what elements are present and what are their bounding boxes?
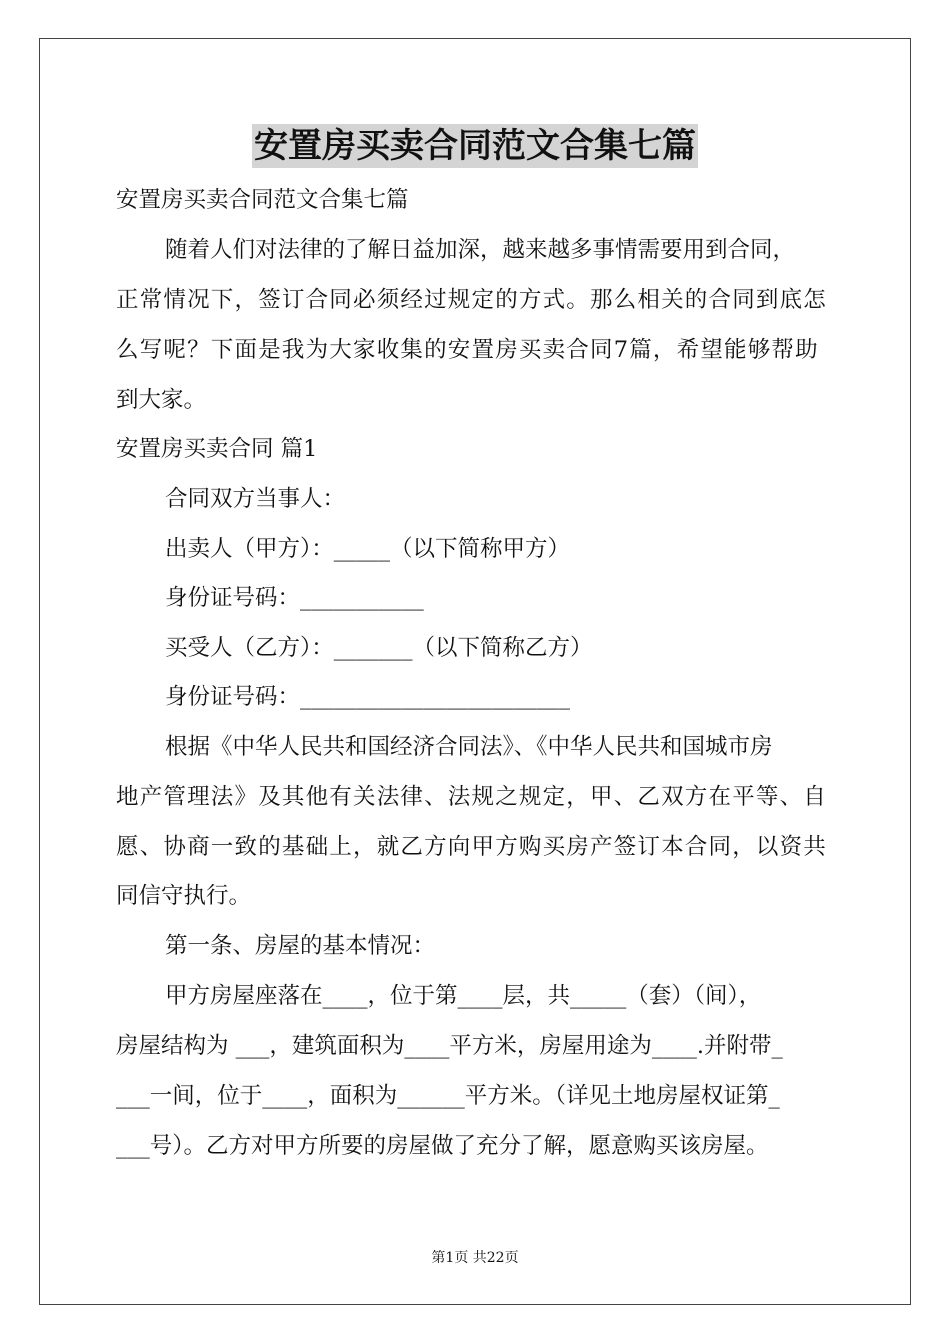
document-title: 安置房买卖合同范文合集七篇 [254, 126, 696, 166]
form-field-seller: 出卖人（甲方）：_____（以下简称甲方） [165, 536, 571, 562]
form-field-buyer: 买受人（乙方）：_______（以下简称乙方） [165, 635, 593, 661]
paragraph-line: 根据《中华人民共和国经济合同法》、《中华人民共和国城市房 [165, 734, 773, 760]
paragraph-line: 甲方房屋座落在____，位于第____层，共_____（套）（间）， [165, 983, 762, 1009]
page-number-footer: 第1页 共22页 [431, 1250, 519, 1266]
paragraph-line: 到大家。 [116, 387, 207, 413]
paragraph-line: 愿、协商一致的基础上，就乙方向甲方购买房产签订本合同，以资共 [116, 834, 828, 860]
paragraph-line: 随着人们对法律的了解日益加深，越来越多事情需要用到合同， [165, 237, 796, 263]
paragraph-line: 房屋结构为 ___，建筑面积为____平方米，房屋用途为____.并附带_ [116, 1033, 783, 1059]
form-field-buyer-id: 身份证号码：________________________ [165, 684, 571, 710]
paragraph-line: 同信守执行。 [116, 883, 252, 909]
paragraph-line: 么写呢？下面是我为大家收集的安置房买卖合同7篇，希望能够帮助 [116, 337, 819, 363]
paragraph-line: 正常情况下，签订合同必须经过规定的方式。那么相关的合同到底怎 [116, 287, 828, 313]
paragraph-line: 地产管理法》及其他有关法律、法规之规定，甲、乙双方在平等、自 [116, 784, 828, 810]
paragraph-line: ___一间，位于____，面积为______平方米。（详见土地房屋权证第_ [116, 1083, 780, 1109]
paragraph-line: ___号）。乙方对甲方所要的房屋做了充分了解，愿意购买该房屋。 [116, 1133, 769, 1159]
title-container [0, 124, 950, 168]
article-heading: 第一条、房屋的基本情况： [165, 933, 436, 959]
page-border [39, 38, 911, 1305]
form-field-seller-id: 身份证号码：___________ [165, 585, 424, 611]
paragraph-line: 合同双方当事人： [165, 486, 346, 512]
subtitle-line: 安置房买卖合同范文合集七篇 [116, 187, 409, 213]
section-heading: 安置房买卖合同 篇1 [116, 436, 318, 462]
